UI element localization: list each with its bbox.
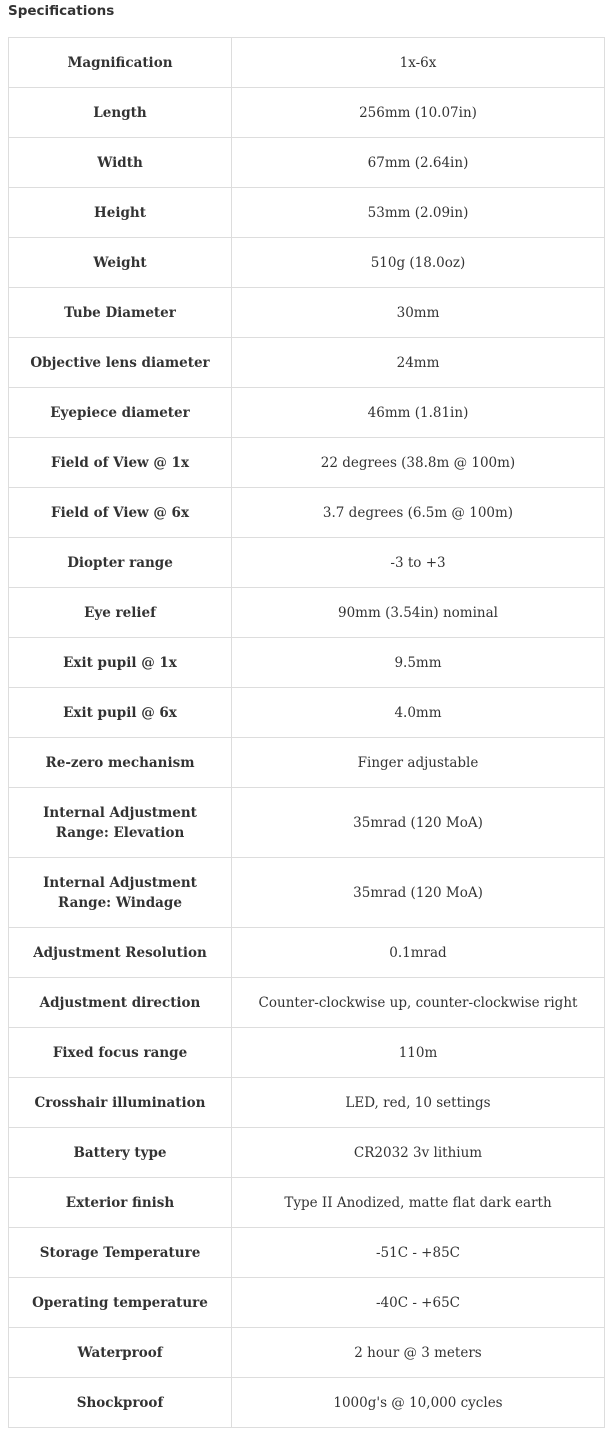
spec-label: Adjustment direction — [9, 978, 232, 1028]
spec-label: Diopter range — [9, 538, 232, 588]
table-row — [9, 1028, 605, 1078]
spec-label: Height — [9, 188, 232, 238]
spec-value: 24mm — [232, 338, 605, 388]
table-row — [9, 978, 605, 1028]
table-row — [9, 1128, 605, 1178]
spec-value: 30mm — [232, 288, 605, 338]
spec-label: Exit pupil @ 6x — [9, 688, 232, 738]
table-row — [9, 488, 605, 538]
table-row — [9, 1078, 605, 1128]
spec-label: Weight — [9, 238, 232, 288]
spec-label: Width — [9, 138, 232, 188]
spec-label: Storage Temperature — [9, 1228, 232, 1278]
spec-value: -51C - +85C — [232, 1228, 605, 1278]
spec-value: 510g (18.0oz) — [232, 238, 605, 288]
spec-label: Objective lens diameter — [9, 338, 232, 388]
spec-label: Battery type — [9, 1128, 232, 1178]
table-row — [9, 188, 605, 238]
table-row — [9, 1228, 605, 1278]
spec-label: Magnification — [9, 38, 232, 88]
table-row — [9, 1328, 605, 1378]
spec-value: 4.0mm — [232, 688, 605, 738]
table-row — [9, 88, 605, 138]
table-row — [9, 638, 605, 688]
section-heading: Specifications — [8, 3, 115, 19]
table-row — [9, 238, 605, 288]
spec-label: Re-zero mechanism — [9, 738, 232, 788]
spec-value: 110m — [232, 1028, 605, 1078]
spec-value: Finger adjustable — [232, 738, 605, 788]
spec-value: 256mm (10.07in) — [232, 88, 605, 138]
spec-value: 46mm (1.81in) — [232, 388, 605, 438]
spec-value: 22 degrees (38.8m @ 100m) — [232, 438, 605, 488]
spec-label: Waterproof — [9, 1328, 232, 1378]
spec-label: Length — [9, 88, 232, 138]
table-row — [9, 588, 605, 638]
spec-label: Eye relief — [9, 588, 232, 638]
spec-label: Fixed focus range — [9, 1028, 232, 1078]
spec-value: 35mrad (120 MoA) — [232, 858, 605, 928]
specifications-table — [8, 37, 605, 1428]
spec-label: Internal Adjustment Range: Elevation — [9, 788, 232, 858]
spec-label: Exit pupil @ 1x — [9, 638, 232, 688]
spec-value: 1000g's @ 10,000 cycles — [232, 1378, 605, 1428]
spec-value: LED, red, 10 settings — [232, 1078, 605, 1128]
table-row — [9, 38, 605, 88]
table-row — [9, 788, 605, 858]
table-row — [9, 338, 605, 388]
spec-label: Operating temperature — [9, 1278, 232, 1328]
table-row — [9, 538, 605, 588]
spec-value: 67mm (2.64in) — [232, 138, 605, 188]
spec-value: Counter-clockwise up, counter-clockwise right — [232, 978, 605, 1028]
spec-value: 35mrad (120 MoA) — [232, 788, 605, 858]
spec-label: Exterior finish — [9, 1178, 232, 1228]
spec-value: Type II Anodized, matte flat dark earth — [232, 1178, 605, 1228]
spec-value: CR2032 3v lithium — [232, 1128, 605, 1178]
table-row — [9, 1178, 605, 1228]
spec-value: 1x-6x — [232, 38, 605, 88]
spec-label: Field of View @ 6x — [9, 488, 232, 538]
spec-label: Field of View @ 1x — [9, 438, 232, 488]
spec-label: Tube Diameter — [9, 288, 232, 338]
spec-value: 90mm (3.54in) nominal — [232, 588, 605, 638]
table-row — [9, 688, 605, 738]
spec-label: Adjustment Resolution — [9, 928, 232, 978]
spec-value: 9.5mm — [232, 638, 605, 688]
table-row — [9, 1378, 605, 1428]
spec-value: 0.1mrad — [232, 928, 605, 978]
table-row — [9, 1278, 605, 1328]
spec-value: 2 hour @ 3 meters — [232, 1328, 605, 1378]
spec-value: -40C - +65C — [232, 1278, 605, 1328]
table-row — [9, 928, 605, 978]
spec-value: 53mm (2.09in) — [232, 188, 605, 238]
spec-label: Internal Adjustment Range: Windage — [9, 858, 232, 928]
table-row — [9, 138, 605, 188]
spec-value: -3 to +3 — [232, 538, 605, 588]
table-row — [9, 438, 605, 488]
table-row — [9, 388, 605, 438]
spec-label: Crosshair illumination — [9, 1078, 232, 1128]
spec-label: Shockproof — [9, 1378, 232, 1428]
spec-label: Eyepiece diameter — [9, 388, 232, 438]
spec-value: 3.7 degrees (6.5m @ 100m) — [232, 488, 605, 538]
table-row — [9, 738, 605, 788]
table-row — [9, 858, 605, 928]
table-row — [9, 288, 605, 338]
